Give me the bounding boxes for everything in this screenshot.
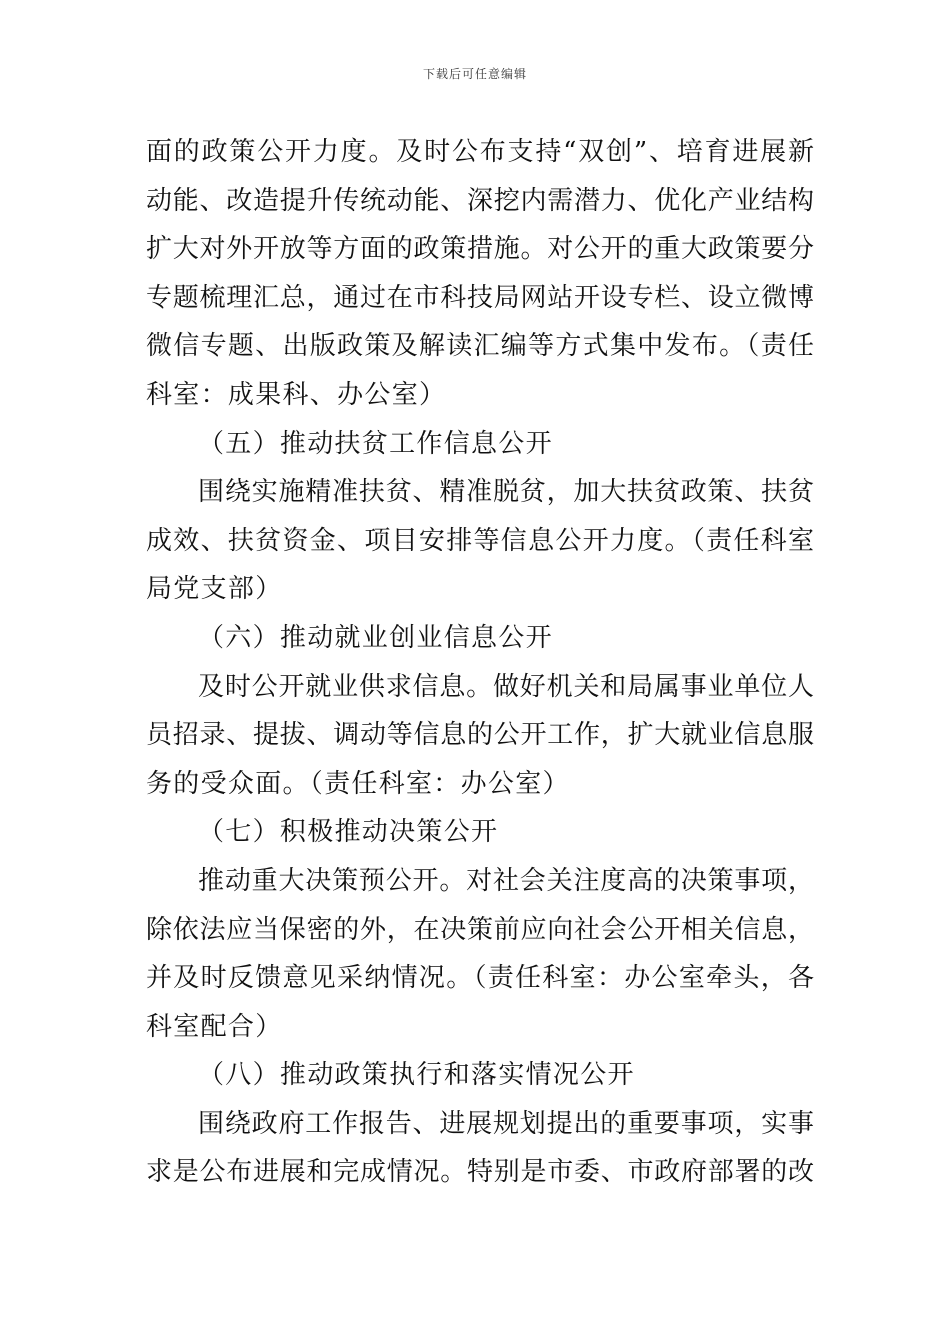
text-line: （七）积极推动决策公开: [198, 817, 499, 848]
text-line: （五）推动扶贫工作信息公开: [198, 428, 553, 459]
text-line: 科室：成果科、办公室）: [146, 379, 447, 410]
text-line: 并及时反馈意见采纳情况。（责任科室：办公室牵头，各: [146, 963, 814, 994]
text-line: 局党支部）: [146, 574, 283, 605]
text-line: 务的受众面。（责任科室：办公室）: [146, 768, 570, 799]
text-line: 微信专题、出版政策及解读汇编等方式集中发布。（责任: [146, 331, 814, 362]
text-line: 成效、扶贫资金、项目安排等信息公开力度。（责任科室: [146, 525, 814, 556]
text-line: 面的政策公开力度。及时公布支持“双创”、培育进展新: [146, 137, 814, 167]
text-line: 员招录、提拔、调动等信息的公开工作，扩大就业信息服: [146, 720, 814, 751]
text-line: 推动重大决策预公开。对社会关注度高的决策事项，: [198, 865, 814, 896]
text-line: （八）推动政策执行和落实情况公开: [198, 1060, 635, 1091]
text-line: 动能、改造提升传统动能、深挖内需潜力、优化产业结构: [146, 185, 814, 216]
text-line: 科室配合）: [146, 1011, 283, 1042]
text-line: 求是公布进展和完成情况。特别是市委、市政府部署的改: [146, 1157, 814, 1188]
text-line: 扩大对外开放等方面的政策措施。对公开的重大政策要分: [146, 234, 814, 265]
text-line: 围绕政府工作报告、进展规划提出的重要事项，实事: [198, 1108, 814, 1139]
text-line: 专题梳理汇总，通过在市科技局网站开设专栏、设立微博: [146, 282, 814, 313]
page-header-note: 下载后可任意编辑: [422, 67, 527, 81]
text-line: 除依法应当保密的外，在决策前应向社会公开相关信息，: [146, 914, 814, 945]
text-line: （六）推动就业创业信息公开: [198, 622, 553, 653]
text-line: 及时公开就业供求信息。做好机关和局属事业单位人: [198, 671, 814, 702]
text-line: 围绕实施精准扶贫、精准脱贫，加大扶贫政策、扶贫: [198, 477, 814, 508]
document-body: [146, 128, 814, 1197]
